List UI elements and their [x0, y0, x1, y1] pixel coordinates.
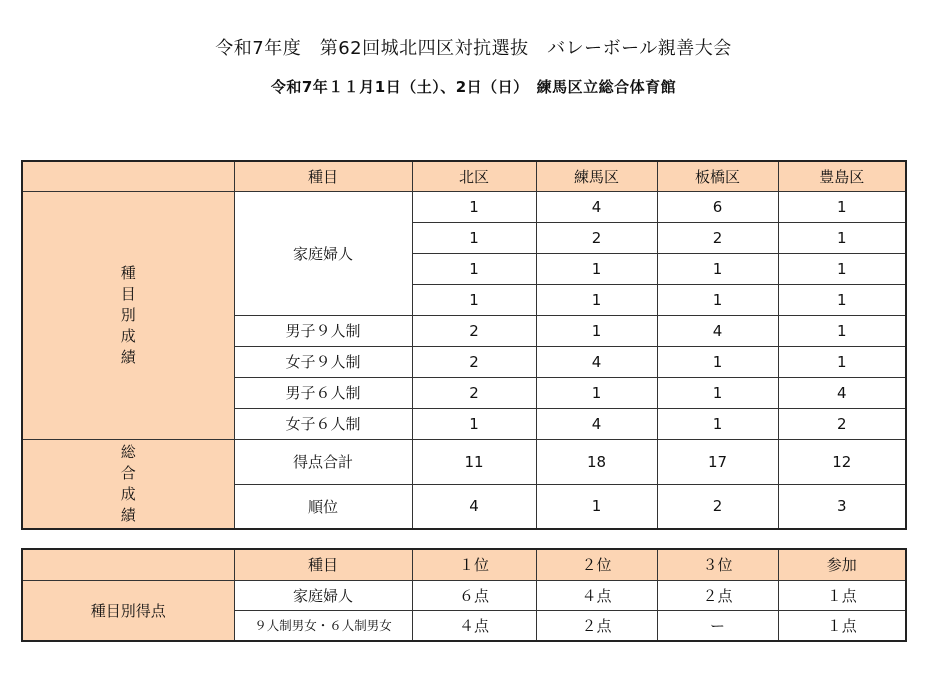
score-cell: 2 [412, 346, 536, 377]
header-blank-cell [22, 161, 234, 191]
header-second-place: ２位 [536, 549, 657, 580]
points-cell: ４点 [412, 610, 536, 641]
points-cell: ー [657, 610, 778, 641]
rank-label: 順位 [234, 484, 412, 529]
rank-cell: 1 [536, 484, 657, 529]
score-cell: 4 [536, 191, 657, 222]
points-cell: ２点 [536, 610, 657, 641]
score-cell: 1 [412, 284, 536, 315]
points-cell: １点 [778, 610, 906, 641]
points-cell: １点 [778, 580, 906, 610]
score-cell: 1 [657, 408, 778, 439]
total-cell: 11 [412, 439, 536, 484]
score-cell: 1 [778, 315, 906, 346]
score-cell: 1 [778, 284, 906, 315]
score-cell: 1 [778, 222, 906, 253]
points-cell: ６点 [412, 580, 536, 610]
header-first-place: １位 [412, 549, 536, 580]
header-event: 種目 [234, 161, 412, 191]
header-participation: 参加 [778, 549, 906, 580]
score-cell: 2 [657, 222, 778, 253]
header-kita: 北区 [412, 161, 536, 191]
section-label-event-results: 種 目 別 成 績 [22, 191, 234, 439]
page-title: 令和7年度 第62回城北四区対抗選抜 バレーボール親善大会 [215, 38, 732, 59]
rank-cell: 2 [657, 484, 778, 529]
total-cell: 18 [536, 439, 657, 484]
score-cell: 1 [536, 377, 657, 408]
table-row [22, 191, 906, 222]
points-cell: ４点 [536, 580, 657, 610]
header-third-place: ３位 [657, 549, 778, 580]
score-cell: 2 [412, 377, 536, 408]
rank-cell: 3 [778, 484, 906, 529]
score-cell: 1 [778, 253, 906, 284]
event-label: 家庭婦人 [234, 580, 412, 610]
score-cell: 1 [657, 284, 778, 315]
event-label: 男子９人制 [234, 315, 412, 346]
points-cell: ２点 [657, 580, 778, 610]
header-itabashi: 板橋区 [657, 161, 778, 191]
score-cell: 4 [778, 377, 906, 408]
total-cell: 12 [778, 439, 906, 484]
score-cell: 2 [536, 222, 657, 253]
points-header-row [22, 549, 906, 580]
score-cell: 1 [778, 346, 906, 377]
section-label-event-points: 種目別得点 [22, 580, 234, 641]
event-label: ９人制男女・６人制男女 [234, 610, 412, 641]
score-cell: 1 [412, 253, 536, 284]
score-cell: 1 [412, 408, 536, 439]
score-cell: 1 [412, 191, 536, 222]
event-label: 女子９人制 [234, 346, 412, 377]
header-toshima: 豊島区 [778, 161, 906, 191]
score-cell: 1 [657, 377, 778, 408]
score-cell: 1 [778, 191, 906, 222]
score-cell: 6 [657, 191, 778, 222]
table-row [22, 580, 906, 610]
score-cell: 4 [657, 315, 778, 346]
page-subtitle: 令和7年１１月1日（土）、2日（日） 練馬区立総合体育館 [270, 78, 677, 96]
header-blank-cell [22, 549, 234, 580]
score-cell: 2 [778, 408, 906, 439]
results-table [21, 160, 907, 530]
total-label: 得点合計 [234, 439, 412, 484]
event-label: 女子６人制 [234, 408, 412, 439]
score-cell: 1 [536, 284, 657, 315]
rank-cell: 4 [412, 484, 536, 529]
score-cell: 1 [536, 315, 657, 346]
total-cell: 17 [657, 439, 778, 484]
header-nerima: 練馬区 [536, 161, 657, 191]
score-cell: 1 [657, 253, 778, 284]
score-cell: 4 [536, 346, 657, 377]
score-cell: 1 [412, 222, 536, 253]
header-event: 種目 [234, 549, 412, 580]
total-row [22, 439, 906, 484]
katei-fujin-label: 家庭婦人 [234, 191, 412, 315]
score-cell: 2 [412, 315, 536, 346]
points-table [21, 548, 907, 642]
event-label: 男子６人制 [234, 377, 412, 408]
section-label-overall-results: 総 合 成 績 [22, 439, 234, 529]
score-cell: 4 [536, 408, 657, 439]
score-cell: 1 [657, 346, 778, 377]
results-header-row [22, 161, 906, 191]
score-cell: 1 [536, 253, 657, 284]
